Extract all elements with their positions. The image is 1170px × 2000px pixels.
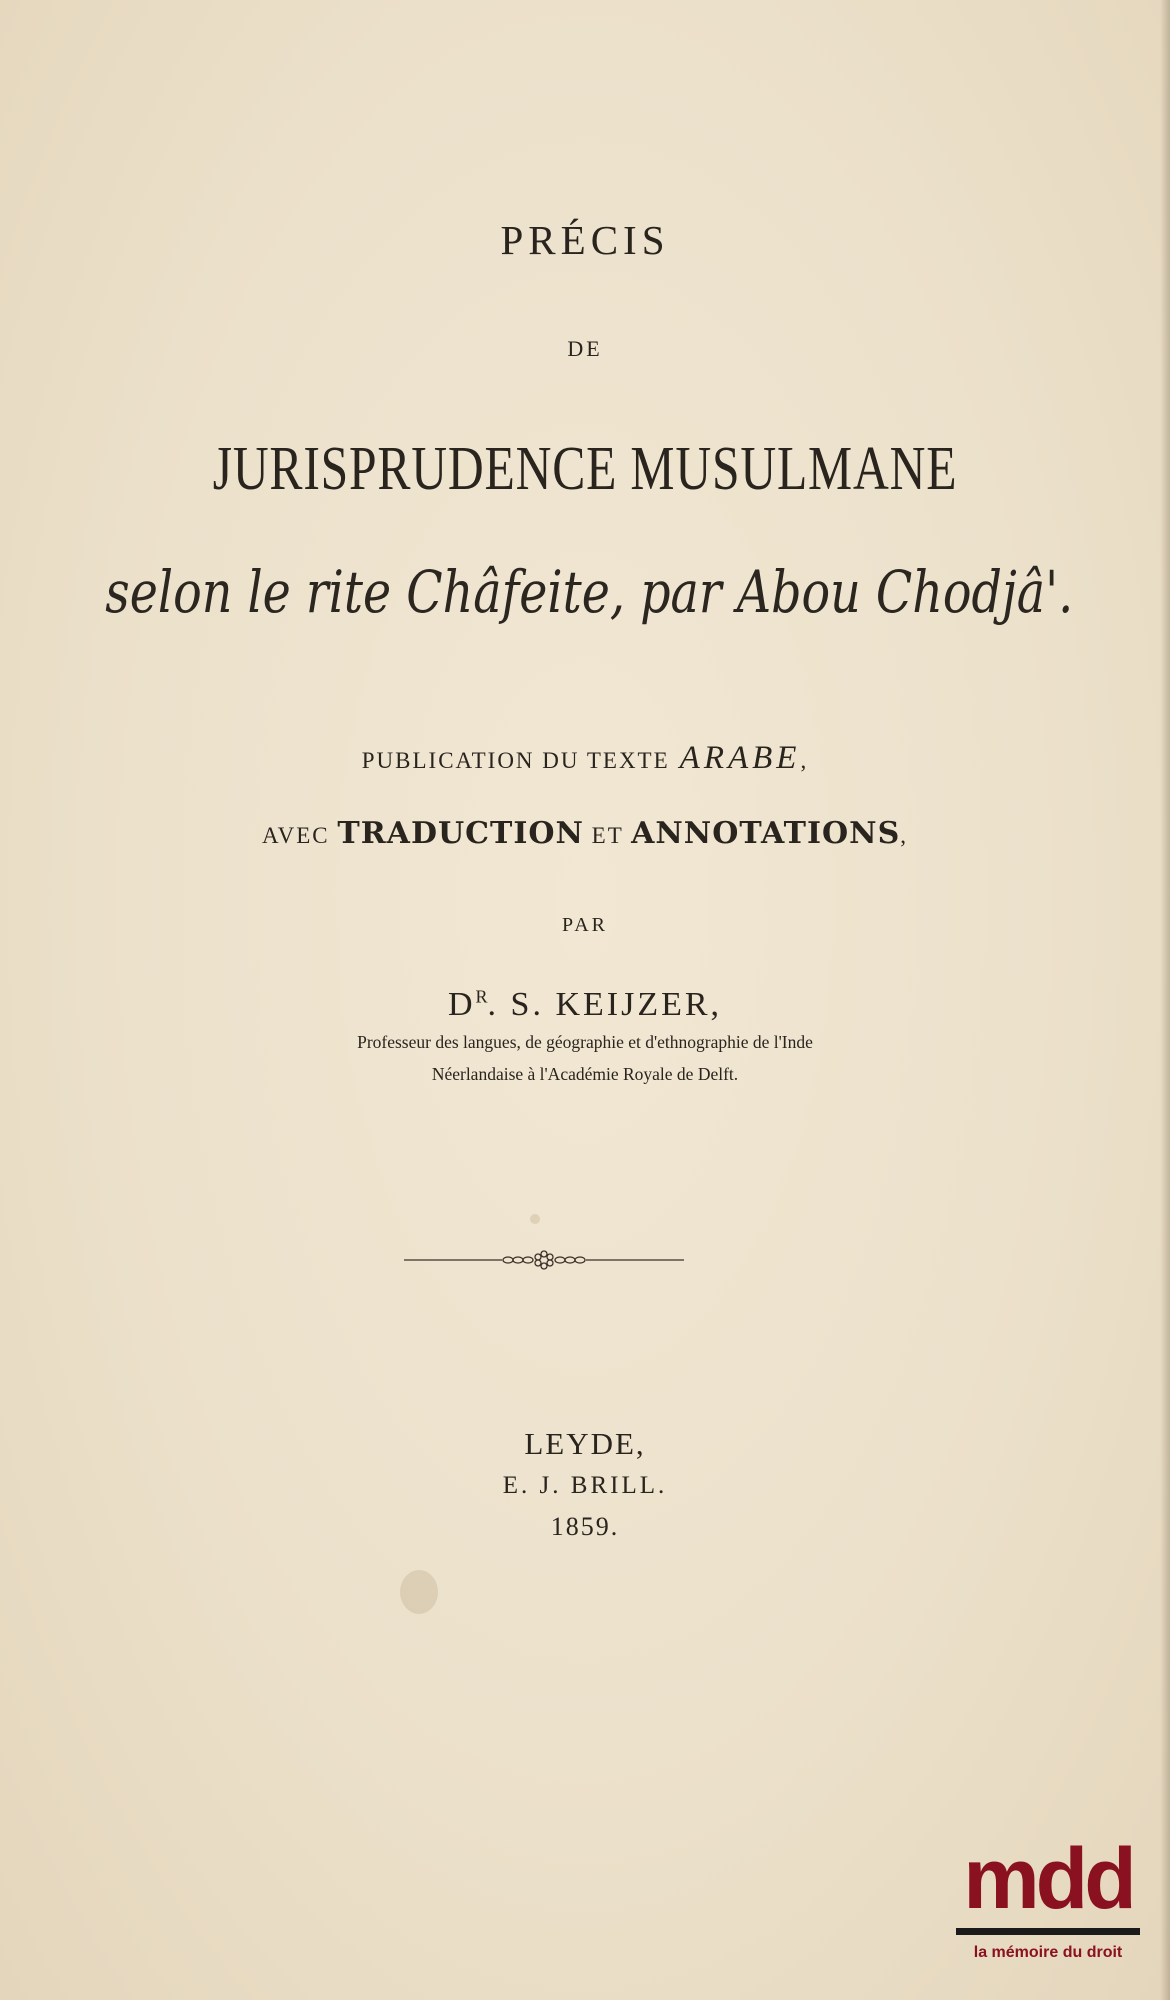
author-surname: . S. KEIJZER, <box>487 986 723 1023</box>
mdd-logo-letters: mdd <box>963 1834 1133 1922</box>
mdd-watermark-logo <box>948 1834 1148 1984</box>
par-label: PAR <box>561 914 609 936</box>
author-credentials-line-1: Professeur des langues, de géographie et d'ethnographie de l'Inde <box>357 1032 813 1052</box>
et-word: ET <box>591 823 624 848</box>
author-title-sup: R <box>475 986 488 1007</box>
mdd-logo-mark <box>948 1834 1148 1922</box>
translation-line <box>0 816 1170 851</box>
author-name <box>0 986 1170 1024</box>
subtitle-script: selon le rite Châfeite, par Abou Chodjâ'. <box>105 558 1074 626</box>
imprint-city: LEYDE, <box>524 1426 646 1461</box>
logo-underline-bar <box>956 1928 1140 1935</box>
publication-line <box>0 740 1170 777</box>
ornamental-rule-icon <box>404 1248 684 1272</box>
foxing-spot <box>400 1570 438 1614</box>
traduction-word: TRADUCTION <box>337 816 584 851</box>
annotations-word: ANNOTATIONS <box>631 816 901 851</box>
precis-heading: PRÉCIS <box>500 217 670 263</box>
author-prefix: D <box>447 986 476 1023</box>
publication-prefix: PUBLICATION DU TEXTE <box>361 748 670 773</box>
publication-arabe: ARABE <box>679 740 801 776</box>
de-heading: DE <box>567 336 603 361</box>
imprint-year: 1859. <box>550 1512 620 1541</box>
imprint-publisher: E. J. BRILL. <box>502 1472 668 1499</box>
author-credentials-line-2: Néerlandaise à l'Académie Royale de Delft. <box>431 1064 739 1084</box>
avec-word: AVEC <box>262 823 330 848</box>
avec-suffix: , <box>900 823 908 848</box>
main-title: JURISPRUDENCE MUSULMANE <box>212 435 958 503</box>
publication-suffix: , <box>800 748 809 773</box>
logo-tagline: la mémoire du droit <box>973 1944 1123 1961</box>
foxing-spot <box>530 1214 540 1224</box>
